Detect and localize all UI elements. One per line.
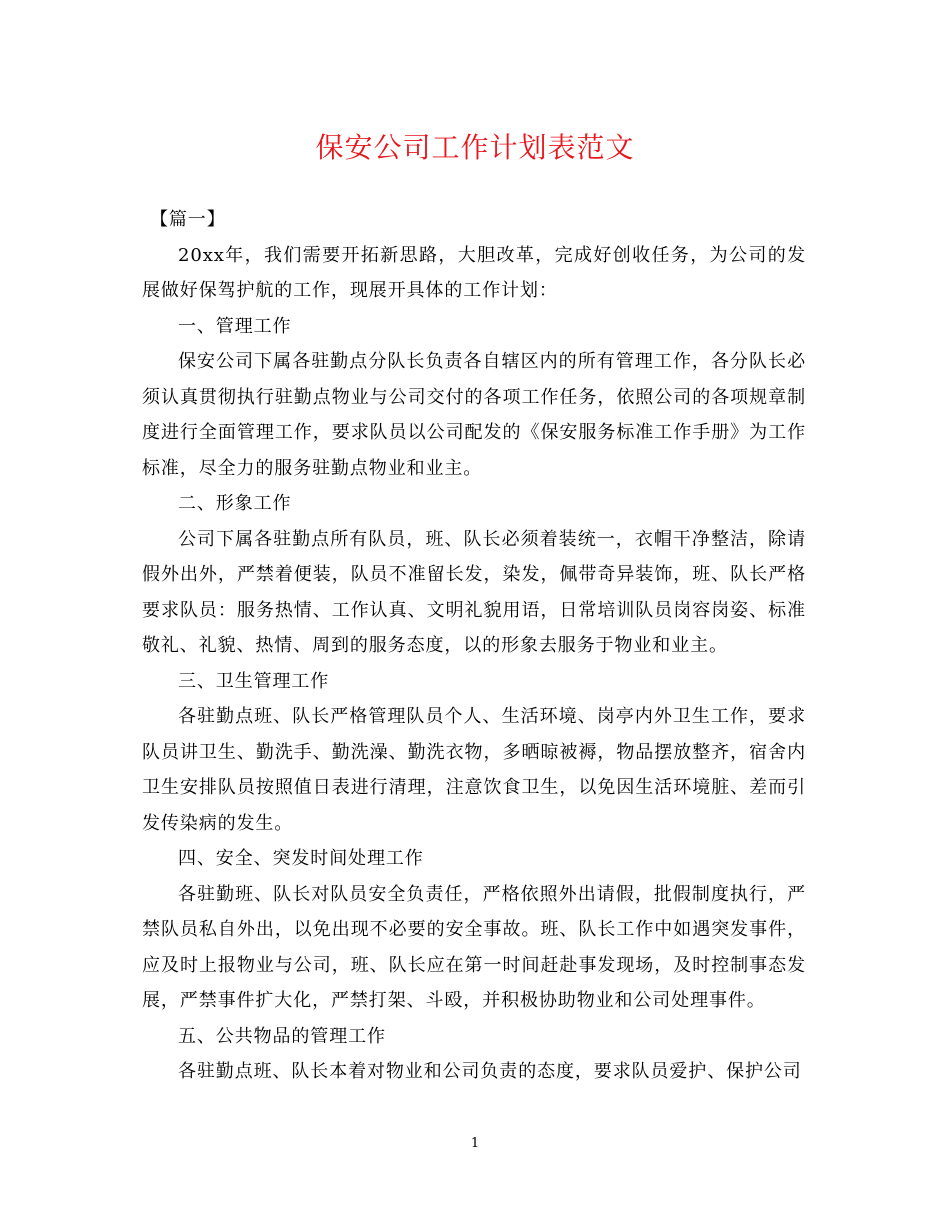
intro-paragraph: 20xx年，我们需要开拓新思路，大胆改革，完成好创收任务，为公司的发展做好保驾护航的工作，现展开具体的工作计划： [142,244,806,301]
paragraph-public-items: 各驻勤点班、队长本着对物业和公司负责的态度，要求队员爱护、保护公司 [178,1061,802,1082]
paragraph-management: 保安公司下属各驻勤点分队长负责各自辖区内的所有管理工作，各分队长必须认真贯彻执行驻勤点物业与公司交付的各项工作任务，依照公司的各项规章制度进行全面管理工作，要求队员以公司配发的《保安服务标准工作手册》为工作标准，尽全力的服务驻勤点物业和业主。 [142,351,806,479]
paragraph-safety: 各驻勤班、队长对队员安全负责任，严格依照外出请假，批假制度执行，严禁队员私自外出，以免出现不必要的安全事故。班、队长工作中如遇突发事件，应及时上报物业与公司，班、队长应在第一时间赶赴事发现场，及时控制事态发展，严禁事件扩大化，严禁打架、斗殴，并积极协助物业和公司处理事件。 [142,883,806,1011]
paragraph-hygiene: 各驻勤点班、队长严格管理队员个人、生活环境、岗亭内外卫生工作，要求队员讲卫生、勤洗手、勤洗澡、勤洗衣物，多晒晾被褥，物品摆放整齐，宿舍内卫生安排队员按照值日表进行清理，注意饮食卫生，以免因生活环境脏、差而引发传染病的发生。 [142,706,806,834]
document-body [142,202,806,1090]
heading-hygiene: 三、卫生管理工作 [178,670,330,692]
heading-public-items: 五、公共物品的管理工作 [178,1025,386,1047]
page-number: 1 [470,1136,480,1151]
heading-safety: 四、安全、突发时间处理工作 [178,848,424,869]
section-tag: 【篇一】 [150,209,226,230]
heading-image: 二、形象工作 [178,493,292,514]
document-title: 保安公司工作计划表范文 [315,131,635,164]
paragraph-image: 公司下属各驻勤点所有队员，班、队长必须着装统一，衣帽干净整洁，除请假外出外，严禁着便装，队员不准留长发，染发，佩带奇异装饰，班、队长严格要求队员：服务热情、工作认真、文明礼貌用语，日常培训队员岗容岗姿、标准敬礼、礼貌、热情、周到的服务态度，以的形象去服务于物业和业主。 [142,528,806,656]
heading-management: 一、管理工作 [178,315,292,337]
